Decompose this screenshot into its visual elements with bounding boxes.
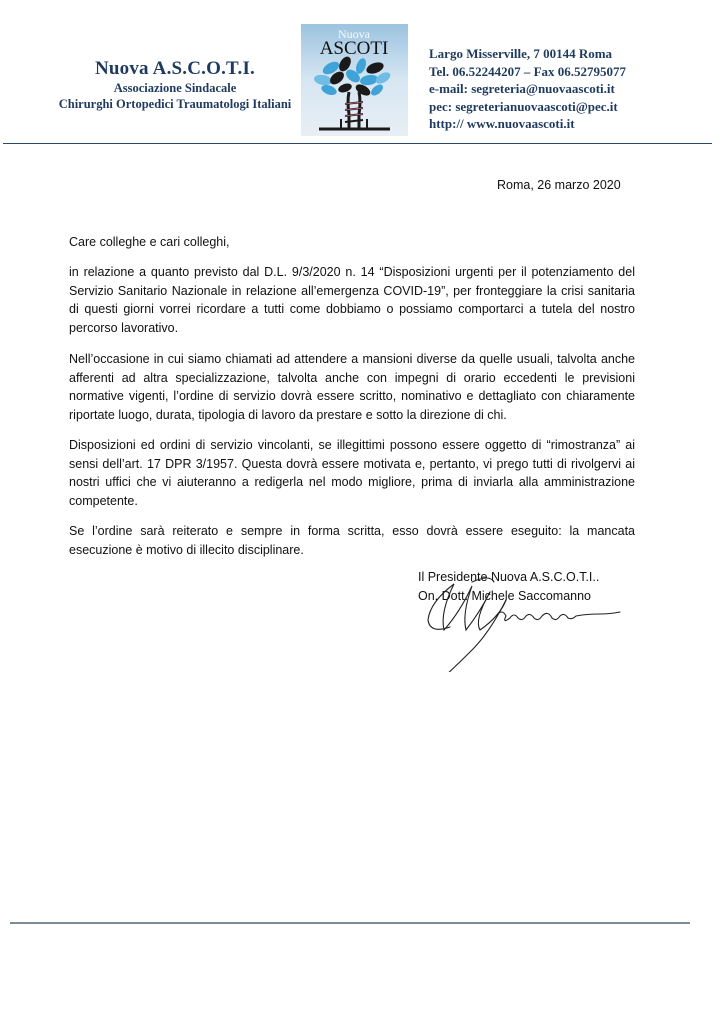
- paragraph: [69, 522, 635, 559]
- organization-block: [40, 58, 310, 112]
- email-link[interactable]: e-mail: segreteria@nuovaascoti.it: [429, 81, 615, 96]
- letter-date: Roma, 26 marzo 2020: [497, 178, 621, 192]
- handwritten-signature-icon: [410, 572, 630, 672]
- signer-name: On. Dott. Michele Saccomanno: [418, 588, 591, 603]
- contact-block: [429, 45, 626, 133]
- paragraph: [69, 436, 635, 510]
- footer-divider: [10, 922, 690, 924]
- header-divider: [3, 143, 712, 144]
- organization-name: Nuova A.S.C.O.T.I.: [94, 58, 256, 79]
- paragraph-text: Disposizioni ed ordini di servizio vincolanti, se illegittimi possono essere oggetto di “rimostranza” ai sensi dell’art. 17 DPR 3/1957. Questa dovrà essere motivata e, pertanto, vi prego tutti di rivolgervi ai nostri uffici che vi aiuteranno a redigerla nel modo migliore, prima di inviarla alla amministrazione competente.: [69, 438, 635, 508]
- paragraph-text: in relazione a quanto previsto dal D.L. 9/3/2020 n. 14 “Disposizioni urgenti per il potenziamento del Servizio Sanitario Nazionale in relazione all’emergenza COVID-19”, per fronteggiare la crisi sanitaria di questi giorni vorrei ricordare a tutti come dobbiamo o possiamo comportarci a tutela del nostro percorso lavorativo.: [69, 265, 635, 335]
- pec-link[interactable]: pec: segreterianuovaascoti@pec.it: [429, 98, 618, 114]
- paragraph: [69, 350, 635, 424]
- paragraph: [69, 263, 635, 337]
- logo-top-text: Nuova: [338, 27, 370, 41]
- organization-type: Associazione Sindacale: [113, 81, 237, 95]
- tree-logo-icon: [301, 24, 408, 136]
- ascoti-logo: [301, 24, 408, 136]
- organization-full-name: Chirurghi Ortopedici Traumatologi Italiani: [58, 97, 292, 111]
- paragraph-text: Se l’ordine sarà reiterato e sempre in forma scritta, esso dovrà essere eseguito: la mancata esecuzione è motivo di illecito disciplinare.: [69, 524, 635, 557]
- signer-title: Il Presidente Nuova A.S.C.O.T.I..: [418, 570, 600, 584]
- paragraph-text: Nell’occasione in cui siamo chiamati ad attendere a mansioni diverse da quelle usuali, talvolta anche afferenti ad altra specializzazione, talvolta anche con impegni di orario eccedenti le previsioni normative vigenti, l’ordine di servizio dovrà essere scritto, nominativo e dettagliato con chiaramente riportate luogo, durata, tipologia di lavoro da prestare e sotto la direzione di chi.: [69, 352, 635, 422]
- salutation: Care colleghe e cari colleghi,: [69, 235, 230, 249]
- website-link[interactable]: http:// www.nuovaascoti.it: [429, 116, 575, 131]
- address: Largo Misserville, 7 00144 Roma: [429, 46, 613, 61]
- phone-fax: Tel. 06.52244207 – Fax 06.52795077: [429, 63, 627, 79]
- logo-main-text: ASCOTI: [319, 38, 389, 59]
